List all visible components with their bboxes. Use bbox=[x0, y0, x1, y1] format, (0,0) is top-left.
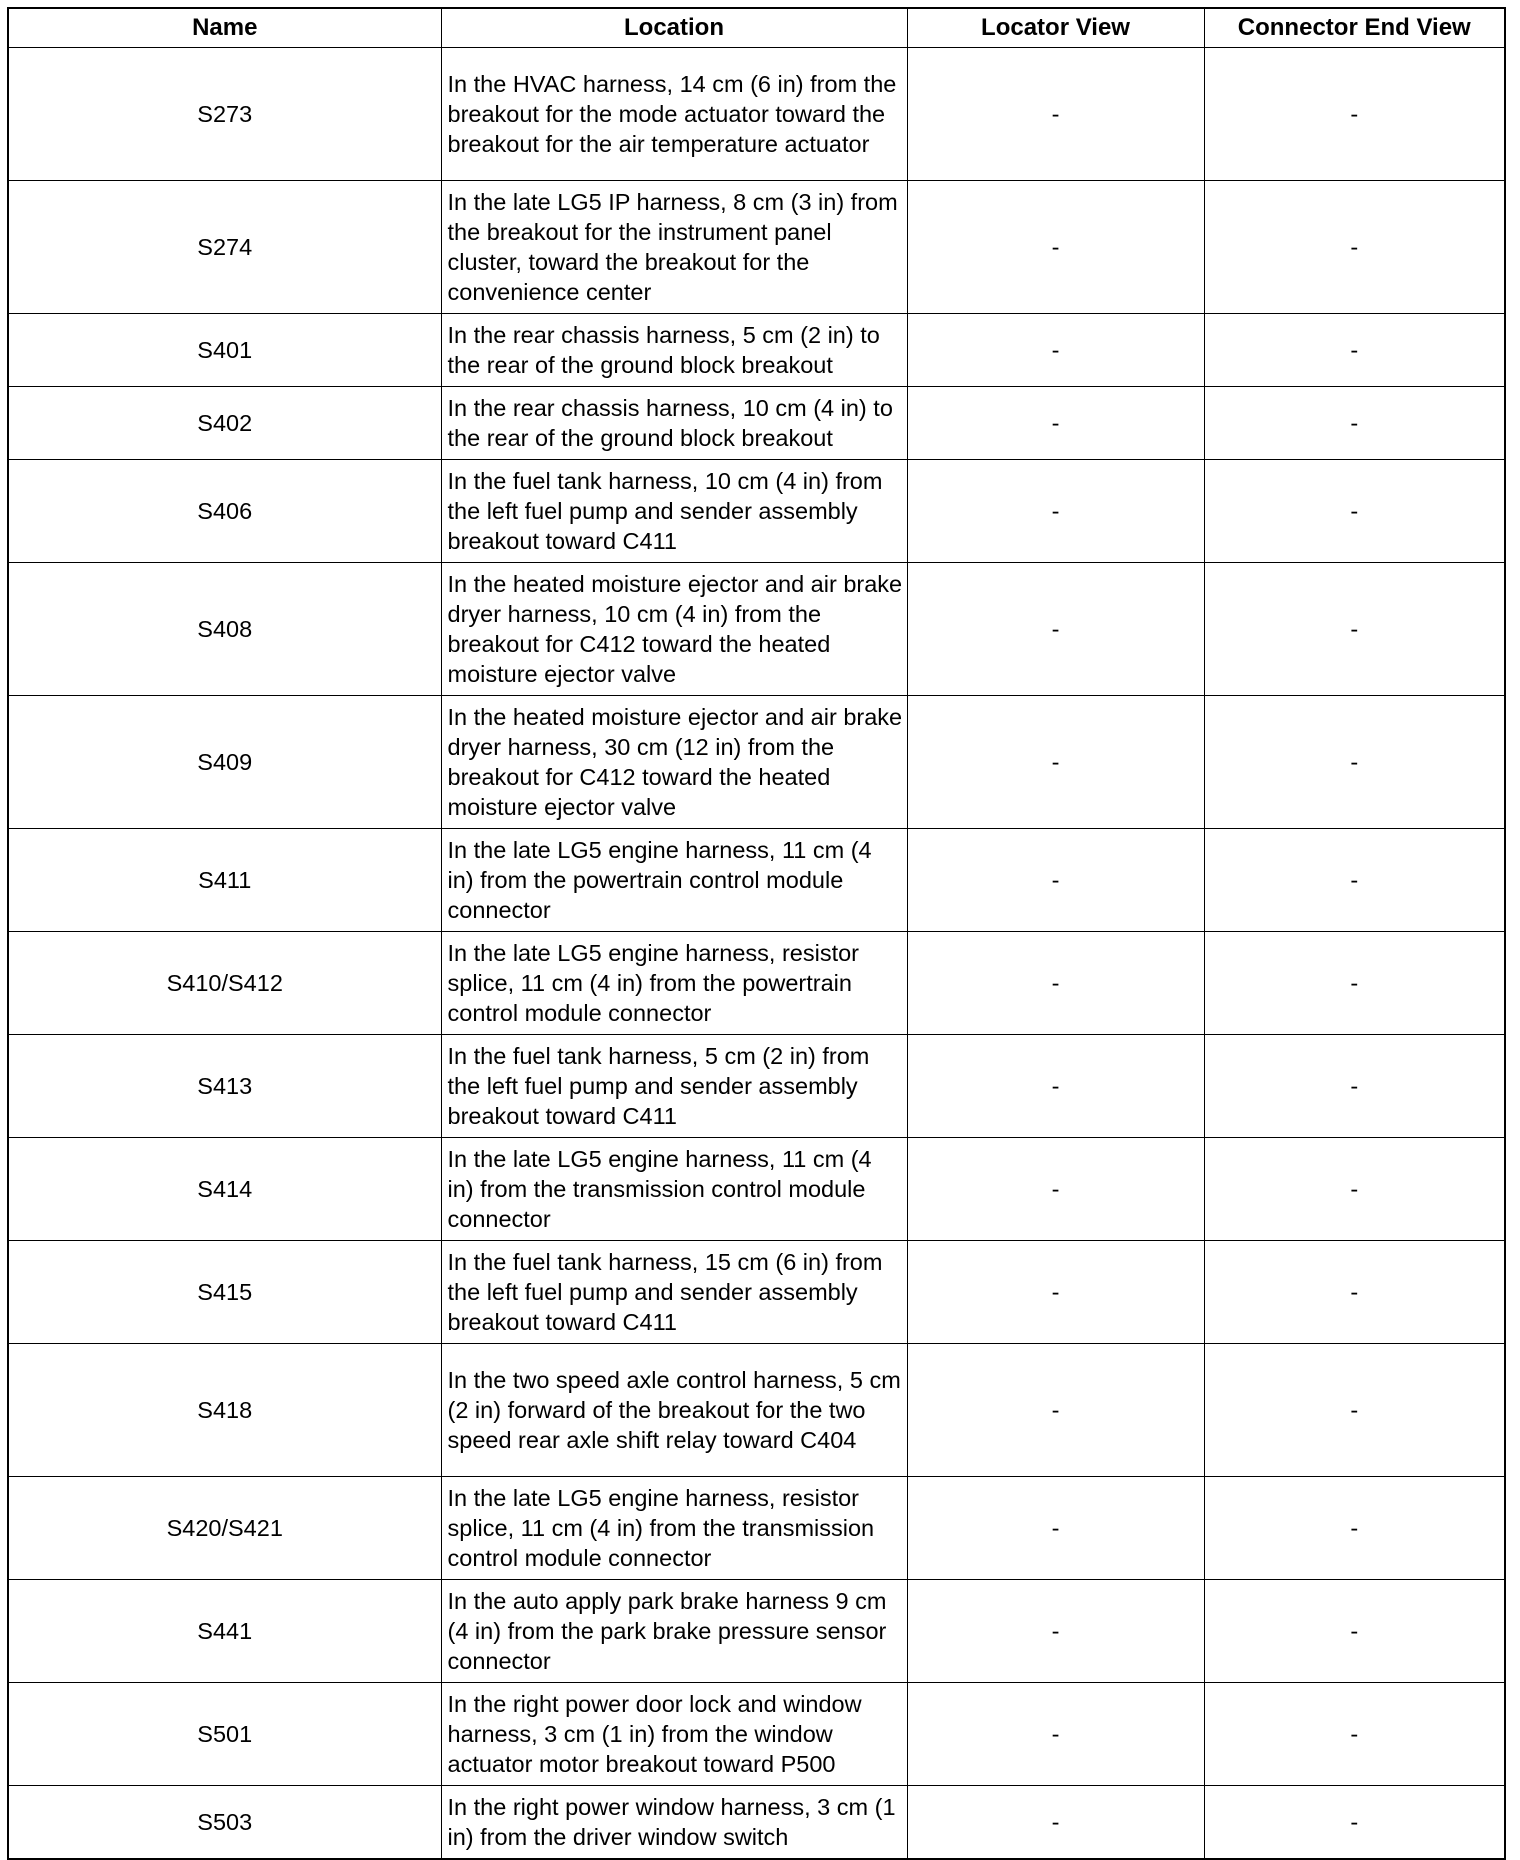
connector-end-view: - bbox=[1204, 48, 1505, 181]
table-row bbox=[8, 1035, 1505, 1138]
table-row bbox=[8, 1344, 1505, 1477]
splice-name: S501 bbox=[8, 1683, 441, 1786]
splice-location-table bbox=[7, 7, 1506, 1860]
locator-view: - bbox=[907, 181, 1204, 314]
connector-end-view: - bbox=[1204, 829, 1505, 932]
header-location: Location bbox=[441, 8, 907, 48]
connector-end-view: - bbox=[1204, 1344, 1505, 1477]
splice-location: In the fuel tank harness, 10 cm (4 in) from the left fuel pump and sender assembly breakout toward C411 bbox=[441, 460, 907, 563]
splice-name: S406 bbox=[8, 460, 441, 563]
splice-location: In the rear chassis harness, 10 cm (4 in) to the rear of the ground block breakout bbox=[441, 387, 907, 460]
splice-name: S402 bbox=[8, 387, 441, 460]
splice-name: S408 bbox=[8, 563, 441, 696]
locator-view: - bbox=[907, 460, 1204, 563]
splice-name: S410/S412 bbox=[8, 932, 441, 1035]
splice-location: In the late LG5 engine harness, resistor splice, 11 cm (4 in) from the transmission control module connector bbox=[441, 1477, 907, 1580]
splice-location: In the right power window harness, 3 cm (1 in) from the driver window switch bbox=[441, 1786, 907, 1859]
splice-name: S418 bbox=[8, 1344, 441, 1477]
connector-end-view: - bbox=[1204, 563, 1505, 696]
connector-end-view: - bbox=[1204, 1786, 1505, 1859]
locator-view: - bbox=[907, 387, 1204, 460]
splice-name: S274 bbox=[8, 181, 441, 314]
table-row bbox=[8, 1477, 1505, 1580]
splice-location: In the heated moisture ejector and air brake dryer harness, 10 cm (4 in) from the breakout for C412 toward the heated moisture ejector valve bbox=[441, 563, 907, 696]
connector-end-view: - bbox=[1204, 1035, 1505, 1138]
table-row bbox=[8, 48, 1505, 181]
connector-end-view: - bbox=[1204, 932, 1505, 1035]
locator-view: - bbox=[907, 1786, 1204, 1859]
connector-end-view: - bbox=[1204, 460, 1505, 563]
locator-view: - bbox=[907, 932, 1204, 1035]
splice-location: In the fuel tank harness, 15 cm (6 in) from the left fuel pump and sender assembly breakout toward C411 bbox=[441, 1241, 907, 1344]
table-row bbox=[8, 460, 1505, 563]
table-row bbox=[8, 563, 1505, 696]
table-row bbox=[8, 181, 1505, 314]
splice-name: S415 bbox=[8, 1241, 441, 1344]
splice-name: S273 bbox=[8, 48, 441, 181]
splice-name: S413 bbox=[8, 1035, 441, 1138]
table-row bbox=[8, 696, 1505, 829]
locator-view: - bbox=[907, 1580, 1204, 1683]
splice-name: S503 bbox=[8, 1786, 441, 1859]
locator-view: - bbox=[907, 1138, 1204, 1241]
locator-view: - bbox=[907, 48, 1204, 181]
splice-location: In the late LG5 IP harness, 8 cm (3 in) from the breakout for the instrument panel cluster, toward the breakout for the convenience center bbox=[441, 181, 907, 314]
table-row bbox=[8, 314, 1505, 387]
table-row bbox=[8, 387, 1505, 460]
splice-name: S401 bbox=[8, 314, 441, 387]
splice-name: S420/S421 bbox=[8, 1477, 441, 1580]
splice-name: S414 bbox=[8, 1138, 441, 1241]
splice-location: In the late LG5 engine harness, 11 cm (4 in) from the transmission control module connector bbox=[441, 1138, 907, 1241]
splice-location: In the heated moisture ejector and air brake dryer harness, 30 cm (12 in) from the breakout for C412 toward the heated moisture ejector valve bbox=[441, 696, 907, 829]
table-row bbox=[8, 1580, 1505, 1683]
connector-end-view: - bbox=[1204, 181, 1505, 314]
table-row bbox=[8, 1241, 1505, 1344]
locator-view: - bbox=[907, 696, 1204, 829]
connector-end-view: - bbox=[1204, 1241, 1505, 1344]
header-row bbox=[8, 8, 1505, 48]
connector-end-view: - bbox=[1204, 1138, 1505, 1241]
splice-location: In the late LG5 engine harness, 11 cm (4 in) from the powertrain control module connector bbox=[441, 829, 907, 932]
locator-view: - bbox=[907, 1035, 1204, 1138]
connector-end-view: - bbox=[1204, 1683, 1505, 1786]
locator-view: - bbox=[907, 563, 1204, 696]
splice-location: In the two speed axle control harness, 5 cm (2 in) forward of the breakout for the two speed rear axle shift relay toward C404 bbox=[441, 1344, 907, 1477]
locator-view: - bbox=[907, 1477, 1204, 1580]
connector-end-view: - bbox=[1204, 387, 1505, 460]
splice-location: In the auto apply park brake harness 9 cm (4 in) from the park brake pressure sensor connector bbox=[441, 1580, 907, 1683]
connector-end-view: - bbox=[1204, 314, 1505, 387]
splice-location: In the fuel tank harness, 5 cm (2 in) from the left fuel pump and sender assembly breakout toward C411 bbox=[441, 1035, 907, 1138]
header-connector-end-view: Connector End View bbox=[1204, 8, 1505, 48]
connector-end-view: - bbox=[1204, 696, 1505, 829]
table-row bbox=[8, 1786, 1505, 1859]
header-locator-view: Locator View bbox=[907, 8, 1204, 48]
splice-name: S441 bbox=[8, 1580, 441, 1683]
connector-end-view: - bbox=[1204, 1580, 1505, 1683]
splice-location: In the HVAC harness, 14 cm (6 in) from the breakout for the mode actuator toward the breakout for the air temperature actuator bbox=[441, 48, 907, 181]
locator-view: - bbox=[907, 1344, 1204, 1477]
splice-location: In the right power door lock and window harness, 3 cm (1 in) from the window actuator motor breakout toward P500 bbox=[441, 1683, 907, 1786]
locator-view: - bbox=[907, 1683, 1204, 1786]
splice-location: In the late LG5 engine harness, resistor splice, 11 cm (4 in) from the powertrain control module connector bbox=[441, 932, 907, 1035]
table-row bbox=[8, 932, 1505, 1035]
locator-view: - bbox=[907, 1241, 1204, 1344]
locator-view: - bbox=[907, 314, 1204, 387]
table-row bbox=[8, 1138, 1505, 1241]
splice-name: S409 bbox=[8, 696, 441, 829]
splice-name: S411 bbox=[8, 829, 441, 932]
splice-location: In the rear chassis harness, 5 cm (2 in) to the rear of the ground block breakout bbox=[441, 314, 907, 387]
locator-view: - bbox=[907, 829, 1204, 932]
table-row bbox=[8, 829, 1505, 932]
connector-end-view: - bbox=[1204, 1477, 1505, 1580]
table-row bbox=[8, 1683, 1505, 1786]
header-name: Name bbox=[8, 8, 441, 48]
